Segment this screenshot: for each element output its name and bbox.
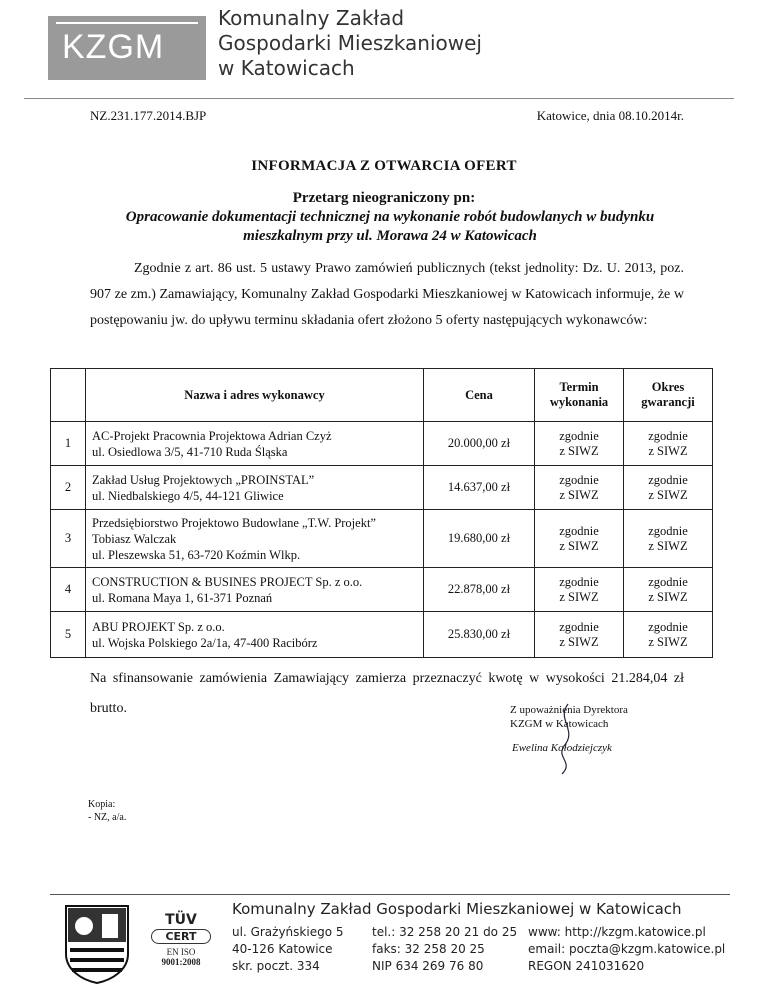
signature-authority: Z upoważnienia Dyrektora [510,704,628,716]
reference-number: NZ.231.177.2014.BJP [90,108,207,123]
document-title: INFORMACJA Z OTWARCIA OFERT [251,158,517,174]
price-cell: 22.878,00 zł [424,568,535,612]
term-cell [535,466,624,510]
warranty-line: zgodnie [648,428,688,443]
warranty-line: z SIWZ [648,634,688,649]
warranty-line: z SIWZ [648,538,688,553]
contractor-cell [86,510,424,568]
contractor-address: ul. Romana Maya 1, 61-371 Poznań [92,590,273,605]
table-row [51,568,713,612]
email-link[interactable]: email: poczta@kzgm.katowice.pl [528,942,726,956]
contractor-name: Zakład Usług Projektowych „PROINSTAL” [92,472,315,487]
footer-web [528,924,725,975]
warranty-cell [624,568,713,612]
contractor-cell [86,612,424,658]
term-line: zgodnie [559,619,599,634]
footer-org-name: Komunalny Zakład Gospodarki Mieszkaniowej w Katowicach [232,900,682,918]
warranty-line: zgodnie [648,472,688,487]
term-line: zgodnie [559,523,599,538]
intro-paragraph [90,256,684,334]
warranty-cell [624,466,713,510]
table-row [51,422,713,466]
website-link[interactable]: www: http://kzgm.katowice.pl [528,925,706,939]
col-header-warranty: Okres gwarancji [624,369,713,422]
table-row [51,510,713,568]
table-row [51,466,713,510]
warranty-cell [624,510,713,568]
address-line: skr. poczt. 334 [232,959,320,973]
contractor-address: ul. Osiedlowa 3/5, 41-710 Ruda Śląska [92,444,288,459]
contractor-address: ul. Pleszewska 51, 63-720 Koźmin Wlkp. [92,547,301,562]
warranty-line: z SIWZ [648,487,688,502]
contractor-address: ul. Wojska Polskiego 2a/1a, 47-400 Racibórz [92,635,318,650]
term-line: zgodnie [559,428,599,443]
row-number: 5 [51,612,86,658]
col-header-number [51,369,86,422]
term-cell [535,568,624,612]
contractor-name: ABU PROJEKT Sp. z o.o. [92,619,225,634]
signature-office: KZGM w Katowicach [510,718,609,730]
contractor-cell [86,466,424,510]
contractor-address: ul. Niedbalskiego 4/5, 44-121 Gliwice [92,488,284,503]
regon-line: REGON 241031620 [528,959,645,973]
warranty-line: zgodnie [648,619,688,634]
row-number: 1 [51,422,86,466]
cert-mark: CERT [151,929,211,944]
term-line: z SIWZ [559,589,599,604]
contractor-name: Przedsiębiorstwo Projektowo Budowlane „T.W. Projekt” [92,515,376,530]
price-cell: 14.637,00 zł [424,466,535,510]
term-cell [535,422,624,466]
term-line: z SIWZ [559,487,599,502]
signature-stroke [562,704,569,774]
document-date: Katowice, dnia 08.10.2014r. [536,108,684,123]
logo-rule [56,22,198,24]
offers-table [50,368,713,658]
row-number: 2 [51,466,86,510]
logo-text: KZGM [62,28,165,66]
cert-standard: EN ISO [166,947,196,957]
katowice-crest-icon [64,904,130,984]
term-cell [535,612,624,658]
warranty-line: z SIWZ [648,443,688,458]
row-number: 3 [51,510,86,568]
fax-line: faks: 32 258 20 25 [372,942,485,956]
term-line: z SIWZ [559,443,599,458]
footer-phones [372,924,517,975]
term-cell [535,510,624,568]
term-line: z SIWZ [559,538,599,553]
tender-type: Przetarg nieograniczony pn: [292,190,476,206]
org-line: Gospodarki Mieszkaniowej [218,31,482,55]
price-cell: 19.680,00 zł [424,510,535,568]
warranty-line: zgodnie [648,574,688,589]
org-name-header [218,6,482,81]
warranty-line: z SIWZ [648,589,688,604]
kzgm-logo [48,16,206,80]
iso-certificate-badge [145,912,217,967]
term-line: zgodnie [559,472,599,487]
financing-paragraph: Na sfinansowanie zamówienia Zamawiający zamierza przeznaczyć kwotę w wysokości 21.284,04 zł brutto. [90,671,684,716]
term-line: z SIWZ [559,634,599,649]
copy-label: Kopia: [88,799,116,810]
footer-divider [50,894,730,895]
table-header-row [51,369,713,422]
warranty-cell [624,612,713,658]
header-divider [24,98,734,99]
col-header-price: Cena [424,369,535,422]
row-number: 4 [51,568,86,612]
cert-number: 9001:2008 [161,957,201,967]
intro-text: Zgodnie z art. 86 ust. 5 ustawy Prawo zamówień publicznych (tekst jednolity: Dz. U. 2013, poz. 907 ze zm.) Zamawiający, Komunalny Zakład Gospodarki Mieszkaniowej w Katowicach informuje, że w postępowaniu jw. do upływu terminu składania ofert złożono 5 oferty następujących wykonawców: [90,261,684,328]
term-line: zgodnie [559,574,599,589]
copy-item: - NZ, a/a. [88,812,127,823]
warranty-line: zgodnie [648,523,688,538]
contractor-name: CONSTRUCTION & BUSINES PROJECT Sp. z o.o. [92,574,363,589]
handwritten-signature [548,700,588,776]
price-cell: 20.000,00 zł [424,422,535,466]
contractor-cell [86,422,424,466]
org-line: Komunalny Zakład [218,6,405,30]
col-header-contractor: Nazwa i adres wykonawcy [86,369,424,422]
tender-subject: Opracowanie dokumentacji technicznej na wykonanie robót budowlanych w budynku mieszkalnym przy ul. Morawa 24 w Katowicach [125,209,655,244]
contractor-name: AC-Projekt Pracownia Projektowa Adrian Czyż [92,428,332,443]
footer-address [232,924,344,975]
tuv-mark: TÜV [165,912,197,928]
col-header-term: Termin wykonania [535,369,624,422]
nip-line: NIP 634 269 76 80 [372,959,484,973]
copy-notice [88,798,126,824]
phone-line: tel.: 32 258 20 21 do 25 [372,925,518,939]
address-line: ul. Grażyńskiego 5 [232,925,344,939]
contractor-cell [86,568,424,612]
signatory-name: Ewelina Kołodziejczyk [512,742,612,754]
table-row [51,612,713,658]
price-cell: 25.830,00 zł [424,612,535,658]
org-line: w Katowicach [218,56,355,80]
warranty-cell [624,422,713,466]
address-line: 40-126 Katowice [232,942,333,956]
contractor-owner: Tobiasz Walczak [92,531,177,546]
